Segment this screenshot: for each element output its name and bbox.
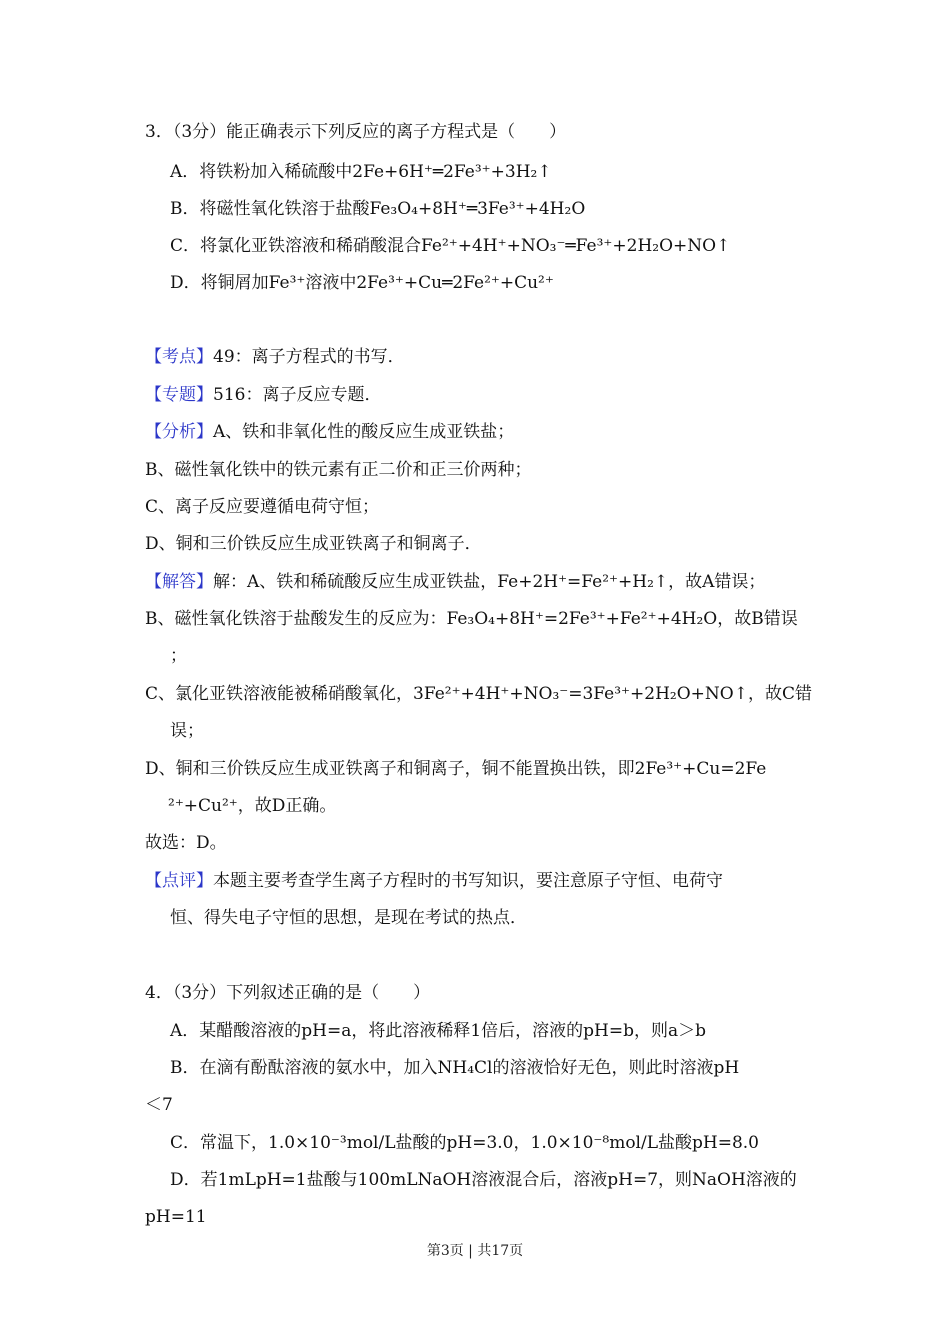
jieda-line: ； [170, 646, 187, 666]
q3-option-d: D．将铜屑加Fe³⁺溶液中2Fe³⁺+Cu═2Fe²⁺+Cu²⁺ [170, 273, 554, 293]
jieda-line: ²⁺+Cu²⁺，故D正确。 [168, 796, 337, 816]
q3-option-c: C．将氯化亚铁溶液和稀硝酸混合Fe²⁺+4H⁺+NO₃⁻═Fe³⁺+2H₂O+NO↑ [170, 236, 731, 256]
q4-option-d-cont: pH=11 [145, 1207, 207, 1227]
q4-option-d: D．若1mLpH=1盐酸与100mLNaOH溶液混合后，溶液pH=7，则NaOH溶液的 [170, 1170, 797, 1190]
jieda-section: 【解答】解：A、铁和稀硫酸反应生成亚铁盐，Fe+2H⁺=Fe²⁺+H₂↑，故A错误； [145, 572, 766, 592]
fenxi-line: D、铜和三价铁反应生成亚铁离子和铜离子． [145, 534, 482, 554]
dianping-tag: 【点评】 [145, 871, 213, 891]
question-4-stem: 4．（3分）下列叙述正确的是（ ） [145, 983, 431, 1003]
dianping-section: 【点评】本题主要考查学生离子方程时的书写知识，要注意原子守恒、电荷守 [145, 871, 723, 891]
q4-option-b: B．在滴有酚酞溶液的氨水中，加入NH₄Cl的溶液恰好无色，则此时溶液pH [170, 1058, 740, 1078]
jieda-tag: 【解答】 [145, 572, 213, 592]
jieda-line: B、磁性氧化铁溶于盐酸发生的反应为：Fe₃O₄+8H⁺=2Fe³⁺+Fe²⁺+4H₂O，故B错误 [145, 609, 798, 629]
q4-option-b-cont: ＜7 [145, 1095, 173, 1115]
question-3-stem: 3．（3分）能正确表示下列反应的离子方程式是（ ） [145, 122, 567, 142]
q4-option-c: C．常温下，1.0×10⁻³mol/L盐酸的pH=3.0，1.0×10⁻⁸mol/L盐酸pH=8.0 [170, 1133, 759, 1153]
jieda-line: D、铜和三价铁反应生成亚铁离子和铜离子，铜不能置换出铁，即2Fe³⁺+Cu=2Fe [145, 759, 767, 779]
answer-line: 故选：D。 [145, 833, 227, 853]
zhuanti-section: 【专题】516：离子反应专题． [145, 385, 382, 405]
q3-option-a: A．将铁粉加入稀硫酸中2Fe+6H⁺═2Fe³⁺+3H₂↑ [170, 162, 552, 182]
fenxi-tag: 【分析】 [145, 422, 213, 442]
dianping-line: 恒、得失电子守恒的思想，是现在考试的热点． [170, 908, 527, 928]
kaodian-section: 【考点】49：离子方程式的书写． [145, 347, 405, 367]
page-footer: 第3页 | 共17页 [426, 1243, 524, 1259]
kaodian-tag: 【考点】 [145, 347, 213, 367]
q4-option-a: A．某醋酸溶液的pH=a，将此溶液稀释1倍后，溶液的pH=b，则a＞b [170, 1021, 707, 1041]
q3-option-b: B．将磁性氧化铁溶于盐酸Fe₃O₄+8H⁺═3Fe³⁺+4H₂O [170, 199, 586, 219]
jieda-line: C、氯化亚铁溶液能被稀硝酸氧化，3Fe²⁺+4H⁺+NO₃⁻=3Fe³⁺+2H₂O+NO↑，故C错 [145, 684, 812, 704]
zhuanti-tag: 【专题】 [145, 385, 213, 405]
fenxi-line: C、离子反应要遵循电荷守恒； [145, 497, 380, 517]
fenxi-section: 【分析】A、铁和非氧化性的酸反应生成亚铁盐； [145, 422, 515, 442]
fenxi-line: B、磁性氧化铁中的铁元素有正二价和正三价两种； [145, 460, 532, 480]
jieda-line: 误； [170, 721, 204, 741]
